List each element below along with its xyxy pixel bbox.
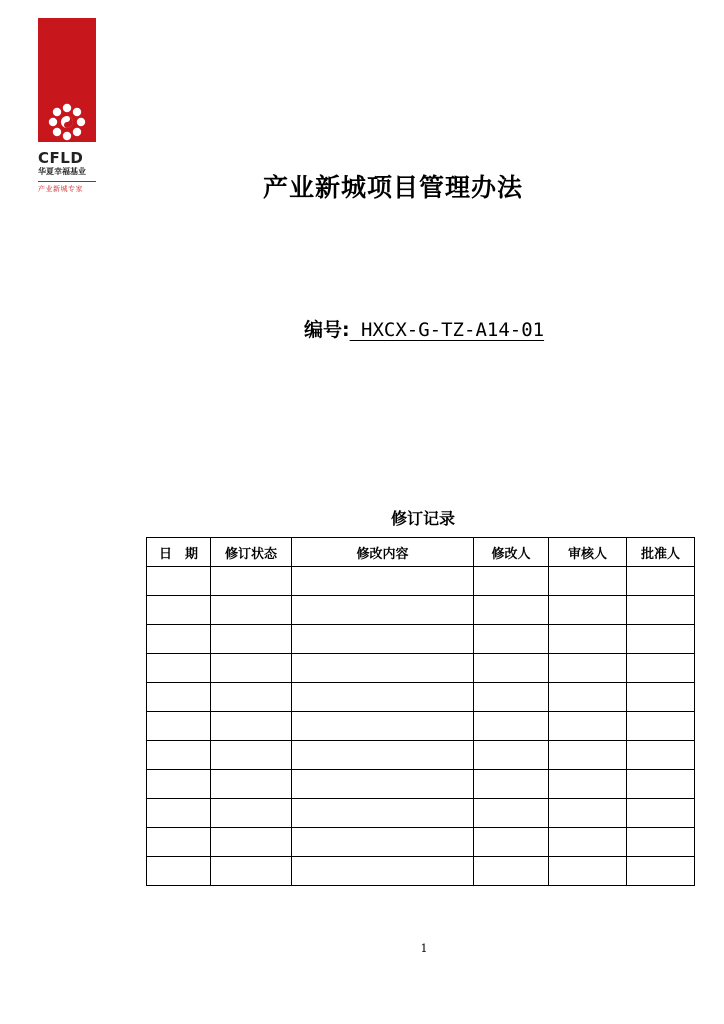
table-cell: [147, 828, 211, 857]
table-cell: [474, 712, 549, 741]
table-cell: [147, 712, 211, 741]
revision-table-header-row: [147, 538, 695, 567]
header-approver: 批准人: [627, 538, 695, 567]
table-cell: [474, 567, 549, 596]
table-cell: [147, 625, 211, 654]
table-cell: [474, 799, 549, 828]
table-cell: [211, 741, 292, 770]
table-cell: [292, 625, 474, 654]
revision-table-body: [147, 567, 695, 886]
table-row: [147, 828, 695, 857]
logo-slogan: 产业新城专家: [38, 185, 83, 193]
table-cell: [474, 857, 549, 886]
header-modifier: 修改人: [474, 538, 549, 567]
table-row: [147, 857, 695, 886]
document-title: 产业新城项目管理办法: [263, 173, 524, 202]
table-row: [147, 799, 695, 828]
table-cell: [292, 799, 474, 828]
table-cell: [549, 799, 627, 828]
logo-company-name: 华夏幸福基业: [38, 167, 86, 176]
logo-divider: [38, 181, 96, 182]
table-row: [147, 683, 695, 712]
table-cell: [549, 828, 627, 857]
table-cell: [549, 567, 627, 596]
table-cell: [549, 857, 627, 886]
document-number: [304, 315, 544, 342]
table-row: [147, 596, 695, 625]
table-cell: [292, 828, 474, 857]
table-cell: [627, 625, 695, 654]
company-logo: [38, 18, 96, 194]
table-cell: [211, 770, 292, 799]
table-cell: [627, 799, 695, 828]
table-cell: [292, 857, 474, 886]
table-cell: [474, 828, 549, 857]
table-cell: [147, 741, 211, 770]
table-cell: [549, 712, 627, 741]
table-cell: [147, 567, 211, 596]
table-cell: [211, 712, 292, 741]
revision-record-title: 修订记录: [390, 509, 455, 528]
table-cell: [211, 857, 292, 886]
table-cell: [147, 683, 211, 712]
table-cell: [627, 857, 695, 886]
table-cell: [627, 828, 695, 857]
table-cell: [211, 625, 292, 654]
table-cell: [211, 654, 292, 683]
document-number-label: 编号:: [304, 319, 350, 341]
logo-brand-text: CFLD: [38, 149, 84, 167]
table-cell: [211, 828, 292, 857]
table-cell: [147, 654, 211, 683]
table-cell: [292, 683, 474, 712]
revision-table: [146, 537, 695, 886]
table-cell: [292, 770, 474, 799]
document-number-value: HXCX-G-TZ-A14-01: [349, 319, 545, 341]
table-cell: [292, 741, 474, 770]
table-cell: [474, 741, 549, 770]
table-cell: [627, 741, 695, 770]
header-date: 日 期: [147, 538, 211, 567]
flower-icon: [47, 102, 87, 142]
header-revision-status: 修订状态: [211, 538, 292, 567]
table-row: [147, 654, 695, 683]
table-cell: [292, 567, 474, 596]
table-cell: [474, 596, 549, 625]
table-cell: [211, 683, 292, 712]
table-cell: [211, 567, 292, 596]
table-cell: [549, 654, 627, 683]
header-revision-content: 修改内容: [292, 538, 474, 567]
logo-red-block: [38, 18, 96, 142]
table-cell: [211, 799, 292, 828]
table-row: [147, 567, 695, 596]
table-cell: [474, 654, 549, 683]
table-cell: [549, 625, 627, 654]
header-reviewer: 审核人: [549, 538, 627, 567]
table-cell: [474, 770, 549, 799]
table-cell: [627, 654, 695, 683]
table-row: [147, 770, 695, 799]
table-cell: [474, 625, 549, 654]
table-cell: [627, 683, 695, 712]
table-cell: [292, 712, 474, 741]
table-cell: [292, 596, 474, 625]
table-cell: [147, 596, 211, 625]
table-cell: [147, 799, 211, 828]
table-cell: [627, 596, 695, 625]
table-cell: [549, 596, 627, 625]
table-cell: [549, 683, 627, 712]
table-cell: [147, 857, 211, 886]
table-cell: [627, 770, 695, 799]
table-row: [147, 741, 695, 770]
table-cell: [474, 683, 549, 712]
table-row: [147, 712, 695, 741]
table-cell: [627, 712, 695, 741]
table-row: [147, 625, 695, 654]
table-cell: [147, 770, 211, 799]
table-cell: [627, 567, 695, 596]
table-cell: [211, 596, 292, 625]
table-cell: [549, 741, 627, 770]
table-cell: [292, 654, 474, 683]
page-number: 1: [420, 942, 428, 955]
table-cell: [549, 770, 627, 799]
